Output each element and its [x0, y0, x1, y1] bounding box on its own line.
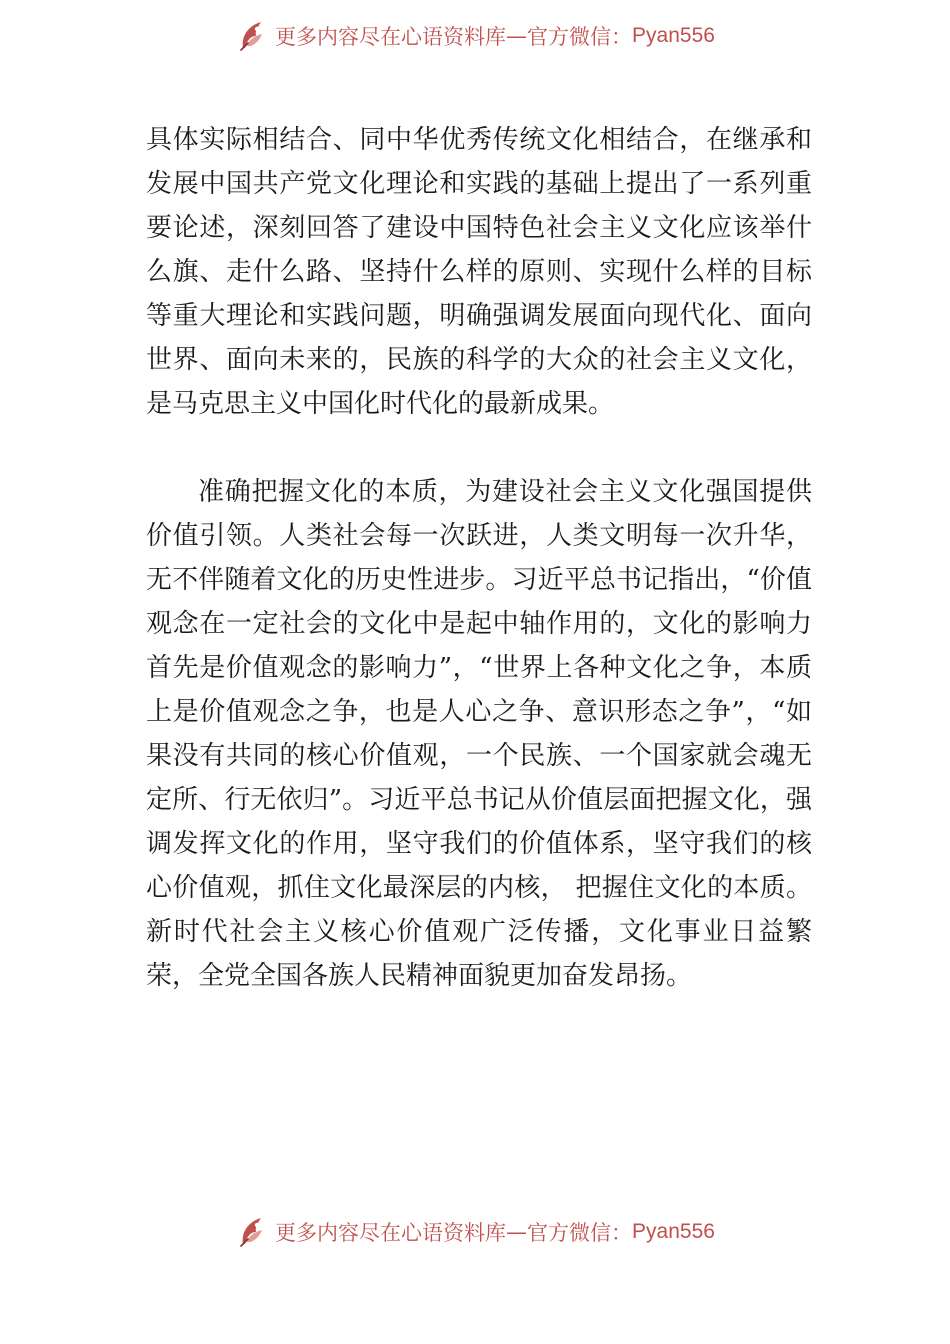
paragraph-1: 具体实际相结合、同中华优秀传统文化相结合，在继承和发展中国共产党文化理论和实践的基础上提出了一系列重要论述，深刻回答了建设中国特色社会主义文化应该举什么旗、走什么路、坚持什么样的原则、实现什么样的目标等重大理论和实践问题，明确强调发展面向现代化、面向世界、面向未来的，民族的科学的大众的社会主义文化，是马克思主义中国化时代化的最新成果。 [146, 125, 812, 419]
header-banner [0, 14, 950, 58]
banner-wechat-id: Pyan556 [632, 24, 715, 47]
pen-nib-logo-icon [235, 1214, 271, 1250]
pen-nib-logo-icon [235, 18, 271, 54]
banner-title: 更多内容尽在心语资料库 [275, 25, 507, 49]
banner-wechat-label: 官方微信： [527, 25, 633, 49]
footer-banner [0, 1210, 950, 1254]
banner-title: 更多内容尽在心语资料库 [275, 1221, 507, 1245]
banner-separator: — [506, 1220, 528, 1244]
banner-separator: — [506, 24, 528, 48]
paragraph-2: 准确把握文化的本质，为建设社会主义文化强国提供价值引领。人类社会每一次跃进，人类文明每一次升华，无不伴随着文化的历史性进步。习近平总书记指出，“价值观念在一定社会的文化中是起中轴作用的，文化的影响力首先是价值观念的影响力”，“世界上各种文化之争，本质上是价值观念之争，也是人心之争、意识形态之争”，“如果没有共同的核心价值观，一个民族、一个国家就会魂无定所、行无依归”。习近平总书记从价值层面把握文化，强调发挥文化的作用，坚守我们的价值体系，坚守我们的核心价值观，抓住文化最深层的内核， 把握住文化的本质。新时代社会主义核心价值观广泛传播，文化事业日益繁荣，全党全国各族人民精神面貌更加奋发昂扬。 [146, 477, 812, 991]
banner-wechat-label: 官方微信： [527, 1221, 633, 1245]
document-body [146, 118, 812, 998]
banner-wechat-id: Pyan556 [632, 1220, 715, 1243]
